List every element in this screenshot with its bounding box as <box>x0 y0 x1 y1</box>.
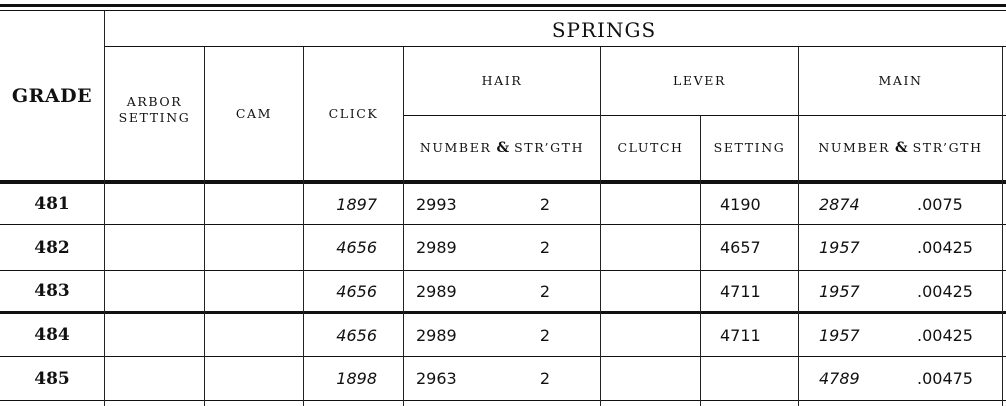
cell-main-number: 1957 <box>819 325 860 345</box>
hair-sub-number: NUMBER <box>419 140 492 155</box>
cell-arbor <box>105 184 204 224</box>
cell-lever-clutch <box>601 184 700 224</box>
cell-arbor <box>105 314 204 356</box>
arbor-setting-header <box>105 90 204 130</box>
cell-hair-number: 2989 <box>416 281 457 301</box>
cell-lever-clutch <box>601 225 700 270</box>
cell-cam <box>205 357 303 400</box>
cell-hair-number: 2993 <box>416 194 457 214</box>
cell-arbor <box>105 225 204 270</box>
cell-main-number: 4789 <box>819 369 860 388</box>
cell-hair-number: 2989 <box>416 238 457 257</box>
cell-arbor <box>105 357 204 400</box>
arbor-header-line2: SETTING <box>118 110 191 125</box>
cell-main-number: 1957 <box>819 281 860 301</box>
col-rule-right <box>1002 47 1003 406</box>
cell-grade: 484 <box>34 325 70 345</box>
cell-lever-setting: 4657 <box>720 238 761 257</box>
top-rule-thin <box>0 10 1006 11</box>
main-number-strength-header <box>799 116 1002 180</box>
top-rule-thick <box>0 4 1006 7</box>
hair-sub-ampersand: & <box>496 140 510 156</box>
cell-hair-strength: 2 <box>539 238 551 257</box>
lever-setting-header: SETTING <box>713 140 786 155</box>
arbor-header-line1: ARBOR <box>126 94 183 109</box>
hair-number-strength-header <box>404 116 600 180</box>
cell-cam <box>205 271 303 311</box>
lever-clutch-header: CLUTCH <box>617 140 684 155</box>
main-sub-number: NUMBER <box>818 140 890 155</box>
cell-hair-number: 2963 <box>416 369 457 388</box>
main-sub-strength: STR’GTH <box>912 140 983 155</box>
cell-main-strength: .00425 <box>917 281 973 301</box>
cell-hair-strength: 2 <box>539 325 551 345</box>
cell-main-number: 1957 <box>819 238 860 257</box>
cell-grade: 482 <box>34 237 70 258</box>
row-rule-5 <box>0 400 1006 401</box>
hair-sub-strength: STR’GTH <box>514 140 585 155</box>
cell-click: 4656 <box>336 325 377 345</box>
cell-lever-clutch <box>601 314 700 356</box>
cell-cam <box>205 184 303 224</box>
cell-hair-strength: 2 <box>539 194 551 214</box>
cam-header: CAM <box>235 106 273 121</box>
cell-main-strength: .00425 <box>917 238 973 257</box>
hair-header: HAIR <box>481 73 523 88</box>
cell-main-number: 2874 <box>819 194 860 214</box>
cell-cam <box>205 225 303 270</box>
cell-arbor <box>105 271 204 311</box>
lever-header: LEVER <box>673 73 726 88</box>
cell-lever-setting <box>701 357 798 400</box>
main-sub-ampersand: & <box>894 140 908 156</box>
cell-grade: 485 <box>34 368 70 389</box>
cell-lever-setting: 4711 <box>720 281 761 301</box>
cell-main-strength: .00475 <box>917 369 973 388</box>
springs-header: SPRINGS <box>551 18 657 42</box>
cell-main-strength: .00425 <box>917 325 973 345</box>
cell-grade: 481 <box>34 194 70 214</box>
cell-lever-clutch <box>601 271 700 311</box>
cell-hair-number: 2989 <box>416 325 457 345</box>
click-header: CLICK <box>328 106 379 121</box>
cell-main-strength: .0075 <box>917 194 963 214</box>
cell-cam <box>205 314 303 356</box>
cell-click: 1898 <box>336 369 377 388</box>
cell-hair-strength: 2 <box>539 281 551 301</box>
cell-lever-clutch <box>601 357 700 400</box>
cell-lever-setting: 4711 <box>720 325 761 345</box>
cell-click: 4656 <box>336 238 377 257</box>
cell-hair-strength: 2 <box>539 369 551 388</box>
cell-click: 4656 <box>336 281 377 301</box>
cell-click: 1897 <box>336 194 377 214</box>
grade-header: GRADE <box>11 84 93 107</box>
cell-lever-setting: 4190 <box>720 194 761 214</box>
main-header: MAIN <box>878 73 923 88</box>
cell-grade: 483 <box>34 281 70 301</box>
